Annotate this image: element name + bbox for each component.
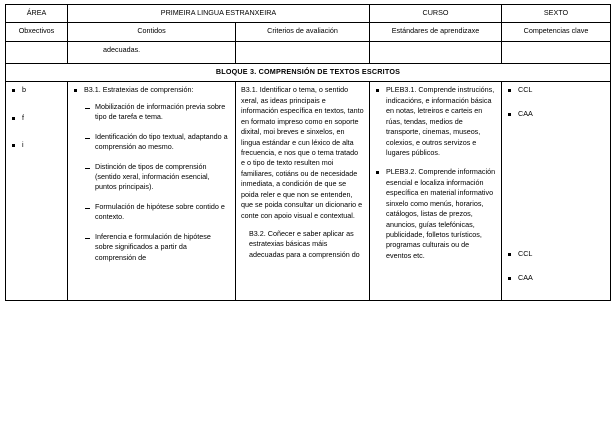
continuation-obxectivos [6, 41, 68, 63]
list-item: Inferencia e formulación de hipótese sobre significados a partir da comprensión de [84, 232, 230, 263]
continuation-contidos [68, 41, 236, 63]
criterio-b31: B3.1. Identificar o tema, o sentido xeral, as ideas principais e información específica en textos, tanto en formato impreso como en soporte dixital, moi breves e sinxelos, en lingua estándar e cun léxico de alta frecuencia, e nos que o tema tratado e o tipo de texto resulten moi familiares, cotiáns ou de necesidade inmediata, a condición de que se poida reler e que non se entenden, que se poida consultar un dicionario e conte con apoio visual e contextual. [241, 85, 364, 220]
list-item: CAA [507, 273, 605, 283]
table-subheader-row [6, 23, 611, 41]
continuation-criterios [236, 41, 370, 63]
header-area: ÁREA [6, 5, 68, 23]
competencias-list-1 [507, 85, 605, 119]
cell-obxectivos [6, 82, 68, 301]
subheader-estandares: Estándares de aprendizaxe [370, 23, 502, 41]
header-subject: PRIMEIRA LINGUA ESTRANXEIRA [68, 5, 370, 23]
table-header-row [6, 5, 611, 23]
bloque-title: BLOQUE 3. COMPRENSIÓN DE TEXTOS ESCRITOS [6, 63, 611, 81]
header-curso: CURSO [370, 5, 502, 23]
list-item: Distinción de tipos de comprensión (sentido xeral, información esencial, puntos principais). [84, 162, 230, 193]
list-item: Mobilización de información previa sobre tipo de tarefa e tema. [84, 102, 230, 123]
list-item: PLEB3.2. Comprende información esencial e localiza información específica en material informativo sinxelo como menús, horarios, catálogos, listas de prezos, anuncios, guías telefónicas, publicidade, folletos turísticos, programas culturais ou de eventos etc. [375, 167, 496, 261]
subheader-contidos: Contidos [68, 23, 236, 41]
list-item [73, 85, 230, 263]
cell-estandares [370, 82, 502, 301]
list-item: i [11, 140, 62, 150]
contidos-list [73, 85, 230, 263]
subheader-competencias: Competencias clave [502, 23, 611, 41]
cell-competencias [502, 82, 611, 301]
list-item: b [11, 85, 62, 95]
list-item: PLEB3.1. Comprende instrucións, indicacións, e información básica en notas, letreiros e carteis en rúas, tendas, medios de transporte, cinemas, museos, colexios, e outros servizos e lugares públicos. [375, 85, 496, 158]
cell-criterios [236, 82, 370, 301]
cell-contidos [68, 82, 236, 301]
contidos-sublist [84, 102, 230, 263]
list-item: CAA [507, 109, 605, 119]
subheader-obxectivos: Obxectivos [6, 23, 68, 41]
continuation-estandares [370, 41, 502, 63]
estandares-list [375, 85, 496, 261]
list-item: f [11, 113, 62, 123]
list-item: CCL [507, 85, 605, 95]
competencias-list-2 [507, 249, 605, 283]
bloque-row [6, 63, 611, 81]
header-sexto: SEXTO [502, 5, 611, 23]
list-item: Formulación de hipótese sobre contido e contexto. [84, 202, 230, 223]
content-row [6, 82, 611, 301]
continuation-row [6, 41, 611, 63]
list-item: Identificación do tipo textual, adaptando a comprensión ao mesmo. [84, 132, 230, 153]
contidos-heading: B3.1. Estratexias de comprensión: [84, 85, 194, 95]
subheader-criterios: Criterios de avaliación [236, 23, 370, 41]
list-item: CCL [507, 249, 605, 259]
obxectivos-list [11, 85, 62, 150]
criterio-b32: B3.2. Coñecer e saber aplicar as estratexias básicas máis adecuadas para a comprensión do [249, 229, 360, 259]
curriculum-table [5, 4, 611, 301]
continuation-competencias [502, 41, 611, 63]
continuation-contidos-text: adecuadas. [103, 44, 141, 54]
